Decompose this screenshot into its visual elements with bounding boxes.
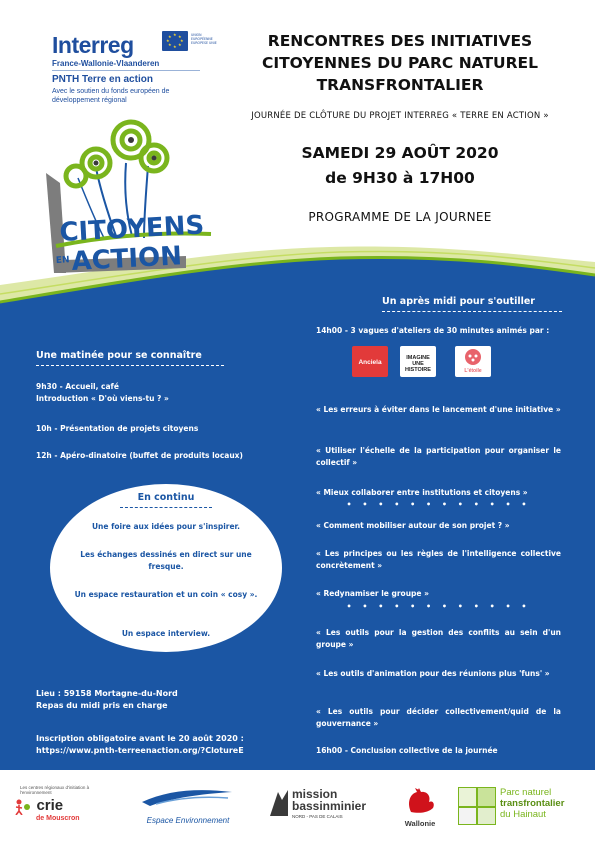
parc-naturel-logo	[500, 787, 592, 820]
programme-heading: PROGRAMME DE LA JOURNEE	[308, 210, 492, 224]
parc-badges	[458, 787, 496, 825]
continu-item: Les échanges dessinés en direct sur une fresque.	[80, 550, 252, 571]
pnth-support-text: Avec le soutien du fonds européen de développement régional	[52, 88, 170, 104]
crie-name: crie	[36, 797, 64, 814]
wallonie-name: Wallonie	[404, 819, 436, 828]
rooster-icon	[403, 786, 437, 816]
citoyens-en-action-logo	[36, 108, 226, 283]
pnth-project-name: PNTH Terre en action	[52, 74, 153, 85]
morning-item: 12h - Apéro-dinatoire (buffet de produits locaux)	[36, 451, 243, 460]
parc-badge-icon	[477, 807, 496, 825]
mission-icon	[268, 788, 290, 818]
title-line: CITOYENNES DU PARC NATUREL	[261, 54, 539, 72]
morning-title: Une matinée pour se connaître	[36, 350, 202, 361]
event-date: SAMEDI 29 AOÛT 2020	[301, 144, 499, 162]
continu-item: Un espace restauration et un coin « cosy ».	[74, 590, 258, 599]
morning-item: 10h - Présentation de projets citoyens	[36, 424, 199, 433]
eu-flag-icon: ★ ★ ★ ★ ★ ★ ★ ★	[162, 31, 188, 51]
workshop-item: « Les outils pour décider collectivement/quid de la gouvernance »	[316, 707, 561, 728]
conclusion-item: 16h00 - Conclusion collective de la journée	[316, 746, 498, 755]
main-title	[238, 30, 562, 96]
event-location: Lieu : 59158 Mortagne-du-Nord	[36, 689, 178, 698]
morning-item: Introduction « D'où viens-tu ? »	[36, 394, 169, 403]
espace-swoosh-icon	[138, 786, 236, 808]
crie-figure-icon	[14, 799, 32, 815]
interreg-programme: France-Wallonie-Vlaanderen	[52, 59, 160, 68]
afternoon-intro: 14h00 - 3 vagues d'ateliers de 30 minutes animés par :	[316, 326, 550, 335]
parc-line2: transfrontalier	[500, 798, 565, 809]
crie-logo	[14, 785, 94, 822]
workshop-item: « Mieux collaborer entre institutions et citoyens »	[316, 488, 528, 497]
crie-place: de Mouscron	[36, 815, 80, 822]
partner-label: Anciela	[358, 359, 382, 366]
logo-text-citoyens: CITOYENS	[58, 210, 205, 248]
letoile-icon	[463, 349, 483, 365]
partner-label: IMAGINE UNE HISTOIRE	[405, 355, 431, 373]
workshop-item: « Utiliser l'échelle de la participation pour organiser le collectif »	[316, 446, 561, 467]
tree-crown-icon	[66, 122, 167, 186]
espace-name: Espace Environnement	[146, 816, 230, 825]
dots-separator: • • • • • • • • • • • •	[346, 500, 531, 509]
subtitle: JOURNÉE DE CLÔTURE DU PROJET INTERREG « TERRE EN ACTION »	[251, 111, 549, 121]
continu-title: En continu	[137, 492, 195, 503]
workshop-item: « Redynamiser le groupe »	[316, 589, 429, 598]
espace-environnement-logo	[138, 786, 238, 825]
partner-label: L'étoile	[464, 368, 482, 374]
workshop-item: « Comment mobiliser autour de son projet ? »	[316, 521, 510, 530]
mission-bottom: bassinminier	[292, 799, 367, 813]
morning-item: 9h30 - Accueil, café	[36, 382, 119, 391]
parc-line1: Parc naturel	[500, 787, 552, 798]
letoile-logo	[455, 346, 491, 377]
afternoon-divider	[382, 311, 562, 312]
parc-badge-icon	[458, 807, 477, 825]
wallonie-logo	[398, 786, 442, 828]
title-line: TRANSFRONTALIER	[316, 76, 484, 94]
mission-region: NORD - PAS DE CALAIS	[292, 814, 343, 819]
anciela-logo	[352, 346, 388, 377]
workshop-item: « Les erreurs à éviter dans le lancement d'une initiative »	[316, 405, 561, 414]
mission-top: mission	[292, 787, 338, 801]
eu-label: UNION EUROPÉENNE EUROPESE UNIE	[191, 33, 217, 45]
continu-divider	[120, 507, 212, 508]
title-line: RENCONTRES DES INITIATIVES	[267, 32, 533, 50]
workshop-item: « Les outils pour la gestion des conflits au sein d'un groupe »	[316, 628, 561, 649]
meal-info: Repas du midi pris en charge	[36, 701, 168, 710]
imagine-une-histoire-logo	[400, 346, 436, 377]
afternoon-title: Un après midi pour s'outiller	[382, 296, 535, 307]
crie-caption: Les centres régionaux d'initiation à l'environnement	[20, 785, 90, 795]
continu-item: Une foire aux idées pour s'inspirer.	[91, 522, 241, 531]
logo-text-en: EN	[55, 255, 70, 266]
continu-item: Un espace interview.	[121, 629, 211, 638]
logo-text-action: ACTION	[70, 241, 183, 277]
morning-divider	[36, 365, 224, 366]
workshop-item: « Les outils d'animation pour des réunions plus 'funs' »	[316, 669, 550, 678]
interreg-logo-text: Interreg	[52, 32, 134, 58]
parc-line3: du Hainaut	[500, 809, 546, 820]
workshop-item: « Les principes ou les règles de l'intelligence collective concrètement »	[316, 549, 561, 570]
event-time: de 9H30 à 17H00	[325, 169, 475, 187]
parc-badge-icon	[477, 787, 496, 807]
interreg-divider	[52, 70, 200, 71]
dots-separator: • • • • • • • • • • • •	[346, 602, 531, 611]
parc-badge-icon	[458, 787, 477, 807]
registration-link[interactable]: https://www.pnth-terreenaction.org/?ClotureE	[36, 746, 244, 755]
registration-info: Inscription obligatoire avant le 20 août 2020 :	[36, 734, 244, 743]
